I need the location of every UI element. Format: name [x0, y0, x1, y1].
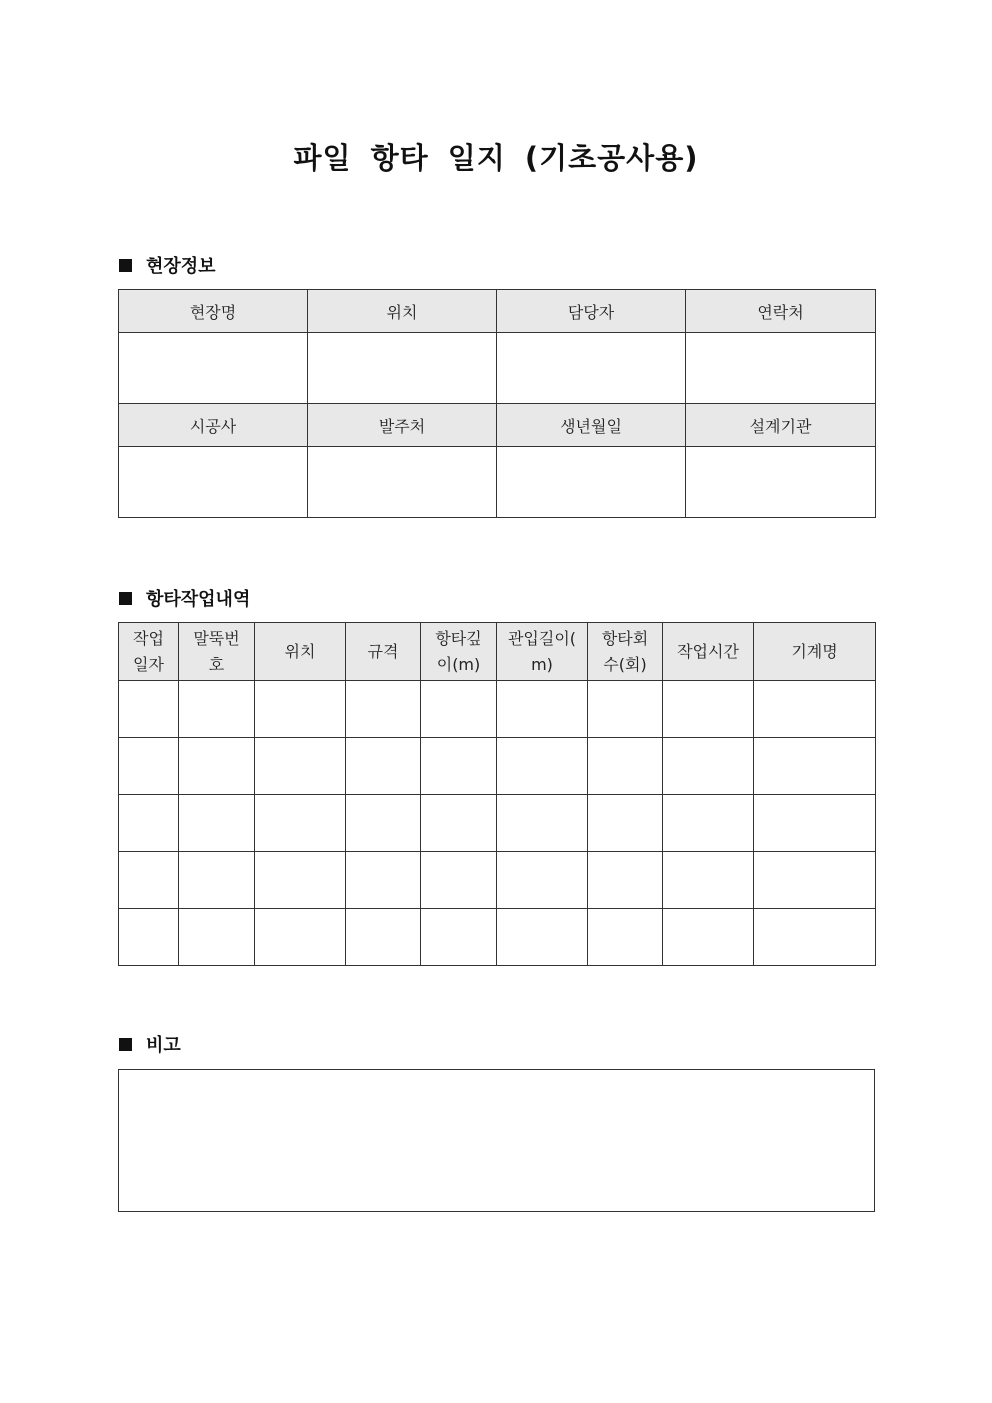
work-log-cell[interactable]: [421, 909, 497, 966]
work-log-body: [119, 681, 876, 966]
header-cell-spec: 규격: [346, 623, 421, 681]
work-log-row: [119, 795, 876, 852]
site-name-field[interactable]: [119, 333, 308, 404]
work-log-cell[interactable]: [663, 681, 754, 738]
site-info-heading: [119, 253, 216, 277]
header-cell-site-name: 현장명: [119, 290, 308, 333]
work-log-cell[interactable]: [119, 681, 179, 738]
work-log-cell[interactable]: [179, 681, 255, 738]
contact-field[interactable]: [686, 333, 876, 404]
header-cell-manager: 담당자: [497, 290, 686, 333]
work-log-cell[interactable]: [663, 909, 754, 966]
header-cell-contractor: 시공사: [119, 404, 308, 447]
work-log-cell[interactable]: [179, 795, 255, 852]
work-log-cell[interactable]: [588, 795, 663, 852]
work-log-cell[interactable]: [588, 852, 663, 909]
design-firm-field[interactable]: [686, 447, 876, 518]
header-cell-penetration-length: 관입길이( m): [497, 623, 588, 681]
client-field[interactable]: [308, 447, 497, 518]
contractor-field[interactable]: [119, 447, 308, 518]
header-cell-work-time: 작업시간: [663, 623, 754, 681]
work-log-cell[interactable]: [588, 738, 663, 795]
square-bullet-icon: [119, 592, 132, 605]
work-log-heading: [119, 586, 250, 610]
work-log-cell[interactable]: [421, 795, 497, 852]
work-log-heading-label: 항타작업내역: [146, 589, 251, 610]
work-log-table: [118, 622, 876, 966]
work-log-cell[interactable]: [255, 852, 346, 909]
square-bullet-icon: [119, 259, 132, 272]
work-log-cell[interactable]: [497, 852, 588, 909]
birthdate-field[interactable]: [497, 447, 686, 518]
work-log-cell[interactable]: [754, 738, 876, 795]
work-log-cell[interactable]: [346, 909, 421, 966]
header-cell-contact: 연락처: [686, 290, 876, 333]
work-log-cell[interactable]: [497, 795, 588, 852]
remarks-field[interactable]: [118, 1069, 875, 1212]
work-log-cell[interactable]: [255, 681, 346, 738]
work-log-cell[interactable]: [179, 909, 255, 966]
header-cell-work-date: 작업 일자: [119, 623, 179, 681]
site-info-header-row: [119, 290, 876, 333]
work-log-cell[interactable]: [346, 852, 421, 909]
header-cell-design-firm: 설계기관: [686, 404, 876, 447]
work-log-cell[interactable]: [421, 681, 497, 738]
site-info-value-row: [119, 333, 876, 404]
work-log-cell[interactable]: [588, 681, 663, 738]
site-info-heading-label: 현장정보: [146, 256, 216, 277]
document-title: 파일 항타 일지 (기초공사용): [293, 141, 699, 175]
header-cell-birthdate: 생년월일: [497, 404, 686, 447]
header-cell-machine-name: 기계명: [754, 623, 876, 681]
work-log-cell[interactable]: [346, 738, 421, 795]
header-cell-pile-number: 말뚝번 호: [179, 623, 255, 681]
work-log-cell[interactable]: [346, 795, 421, 852]
work-log-row: [119, 738, 876, 795]
header-cell-blow-count: 항타회 수(회): [588, 623, 663, 681]
header-cell-location: 위치: [255, 623, 346, 681]
site-info-value-row: [119, 447, 876, 518]
work-log-cell[interactable]: [588, 909, 663, 966]
work-log-row: [119, 852, 876, 909]
work-log-cell[interactable]: [754, 909, 876, 966]
work-log-row: [119, 909, 876, 966]
work-log-cell[interactable]: [179, 738, 255, 795]
work-log-cell[interactable]: [346, 681, 421, 738]
work-log-cell[interactable]: [497, 738, 588, 795]
work-log-cell[interactable]: [255, 909, 346, 966]
header-cell-driving-depth: 항타깊 이(m): [421, 623, 497, 681]
work-log-cell[interactable]: [663, 738, 754, 795]
header-cell-client: 발주처: [308, 404, 497, 447]
work-log-cell[interactable]: [754, 852, 876, 909]
work-log-cell[interactable]: [663, 852, 754, 909]
remarks-heading-label: 비고: [146, 1035, 181, 1056]
square-bullet-icon: [119, 1038, 132, 1051]
work-log-cell[interactable]: [119, 738, 179, 795]
header-cell-location: 위치: [308, 290, 497, 333]
work-log-cell[interactable]: [421, 738, 497, 795]
work-log-cell[interactable]: [255, 795, 346, 852]
work-log-cell[interactable]: [421, 852, 497, 909]
work-log-cell[interactable]: [754, 681, 876, 738]
work-log-cell[interactable]: [497, 681, 588, 738]
work-log-cell[interactable]: [497, 909, 588, 966]
work-log-cell[interactable]: [663, 795, 754, 852]
manager-field[interactable]: [497, 333, 686, 404]
work-log-row: [119, 681, 876, 738]
work-log-cell[interactable]: [119, 909, 179, 966]
site-info-header-row: [119, 404, 876, 447]
work-log-cell[interactable]: [179, 852, 255, 909]
remarks-heading: [119, 1032, 181, 1056]
work-log-header-row: [119, 623, 876, 681]
work-log-cell[interactable]: [119, 795, 179, 852]
location-field[interactable]: [308, 333, 497, 404]
work-log-cell[interactable]: [754, 795, 876, 852]
work-log-cell[interactable]: [255, 738, 346, 795]
site-info-table: [118, 289, 876, 518]
work-log-cell[interactable]: [119, 852, 179, 909]
